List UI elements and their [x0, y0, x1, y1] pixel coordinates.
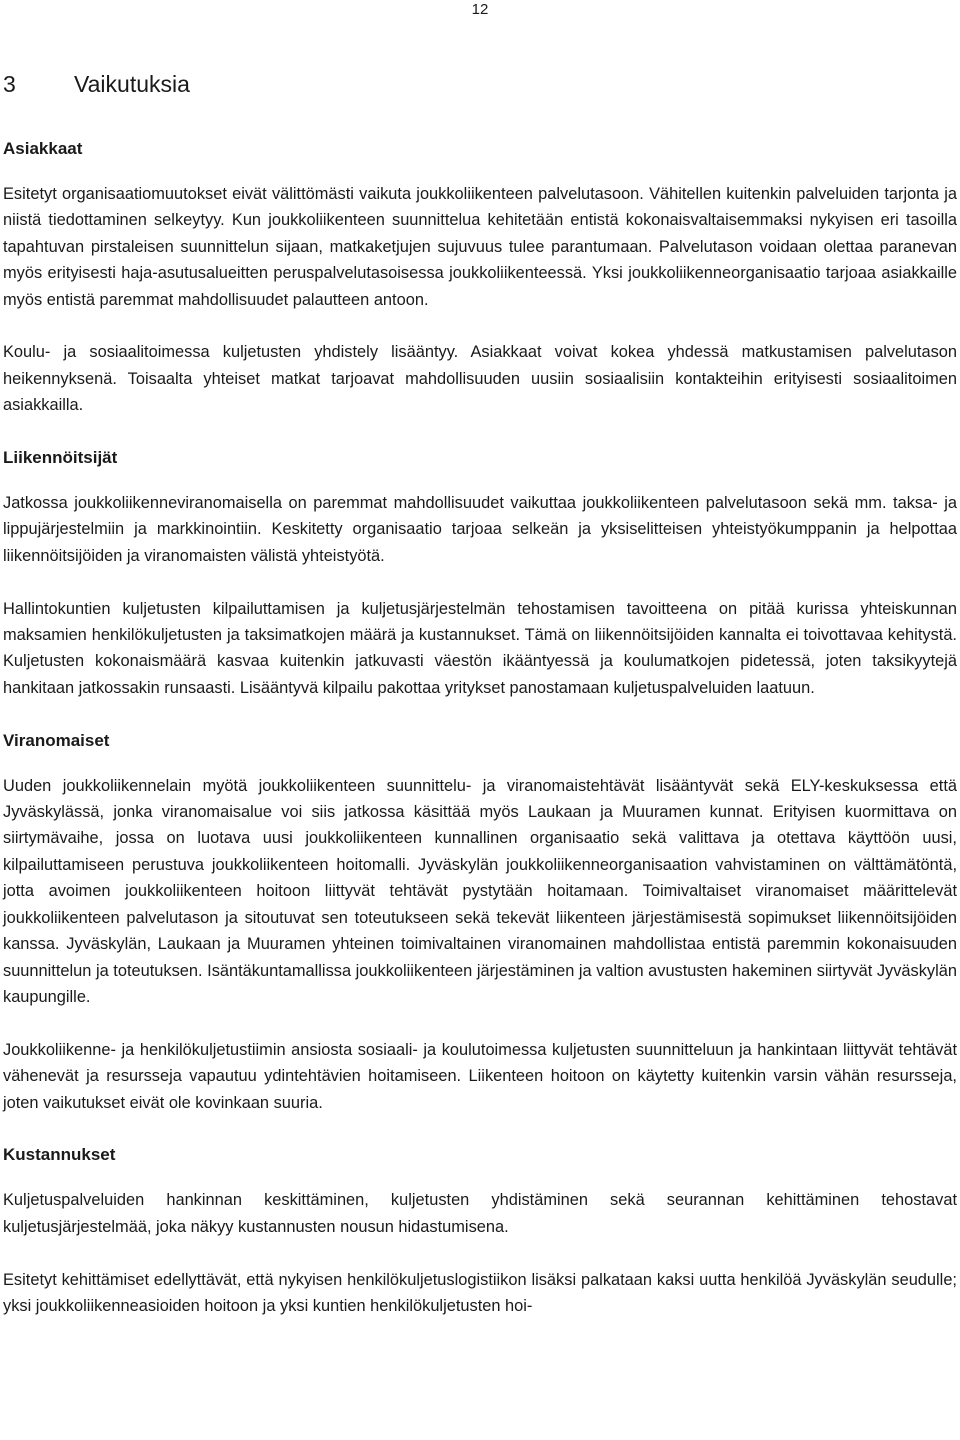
document-body	[3, 136, 957, 1319]
section-heading-liikennoitsijat: Liikennöitsijät	[3, 448, 118, 468]
chapter-heading	[3, 70, 190, 98]
section-heading-viranomaiset: Viranomaiset	[3, 730, 110, 750]
chapter-number: 3	[3, 71, 16, 97]
paragraph: Uuden joukkoliikennelain myötä joukkoliikenteen suunnittelu- ja viranomaistehtävät lisääntyvät sekä ELY-keskuksessa että Jyväskylässä, jonka viranomaisalue voi siis jatkossa käsittää myös Laukaan ja Muuramen kunnat. Erityisen kuormittava on siirtymävaihe, jossa on luotava uusi joukkoliikenteen kunnallinen organisaatio sekä valittava ja otettava käyttöön uusi, kilpailuttamiseen perustuva joukkoliikenteen hoitomalli. Jyväskylän joukkoliikenneorganisaation vahvistaminen on välttämätöntä, jotta avoimen joukkoliikenteen hoitoon liittyvät tehtävät pystytään hoitamaan. Toimivaltaiset viranomaiset määrittelevät joukkoliikenteen palvelutason ja sitoutuvat sen toteutukseen sekä tekevät liikenteen järjestämisestä sopimukset liikennöitsijöiden kanssa. Jyväskylän, Laukaan ja Muuramen yhteinen toimivaltainen viranomainen mahdollistaa entistä paremmin kokonaisuuden suunnittelun ja toteutuksen. Isäntäkuntamallissa joukkoliikenteen järjestäminen ja valtion avustusten hakeminen siirtyvät Jyväskylän kaupungille.	[3, 776, 957, 1006]
section-heading-kustannukset: Kustannukset	[3, 1145, 116, 1165]
paragraph: Hallintokuntien kuljetusten kilpailuttamisen ja kuljetusjärjestelmän tehostamisen tavoitteena on pitää kurissa yhteiskunnan maksamien henkilökuljetusten ja taksimatkojen määrä ja kustannukset. Tämä on liikennöitsijöiden kannalta ei toivottavaa kehitystä. Kuljetusten kokonaismäärä kasvaa kuitenkin jatkuvasti väestön ikääntyessä ja koulumatkojen pidetessä, joten taksikyytejä hankitaan jatkossakin runsaasti. Lisääntyvä kilpailu pakottaa yritykset panostamaan kuljetuspalveluiden laatuun.	[3, 599, 957, 697]
paragraph: Kuljetuspalveluiden hankinnan keskittäminen, kuljetusten yhdistäminen sekä seurannan kehittäminen tehostavat kuljetusjärjestelmää, joka näkyy kustannusten nousun hidastumisena.	[3, 1191, 957, 1236]
section-heading-asiakkaat: Asiakkaat	[3, 139, 83, 158]
paragraph: Jatkossa joukkoliikenneviranomaisella on paremmat mahdollisuudet vaikuttaa joukkoliikenteen palvelutasoon sekä mm. taksa- ja lippujärjestelmiin ja markkinointiin. Keskitetty organisaatio tarjoaa selkeän ja yksiselitteisen yhteistyökumppanin ja helpottaa liikennöitsijöiden ja viranomaisten välistä yhteistyötä.	[3, 494, 957, 565]
paragraph: Koulu- ja sosiaalitoimessa kuljetusten yhdistely lisääntyy. Asiakkaat voivat kokea yhdessä matkustamisen palvelutason heikennyksenä. Toisaalta yhteiset matkat tarjoavat mahdollisuuden uusiin sosiaalisiin kontakteihin erityisesti sosiaalitoimen asiakkailla.	[3, 343, 957, 415]
paragraph: Joukkoliikenne- ja henkilökuljetustiimin ansiosta sosiaali- ja koulutoimessa kuljetusten suunnitteluun ja hankintaan liittyvät tehtävät vähenevät ja resursseja vapautuu ydintehtävien hoitamiseen. Liikenteen hoitoon on käytetty kuitenkin varsin vähän resursseja, joten vaikutukset eivät ole kovinkaan suuria.	[3, 1040, 957, 1112]
paragraph: Esitetyt kehittämiset edellyttävät, että nykyisen henkilökuljetuslogistiikon lisäksi palkataan kaksi uutta henkilöä Jyväskylän seudulle; yksi joukkoliikenneasioiden hoitoon ja yksi kuntien henkilökuljetusten hoi-	[3, 1270, 957, 1315]
paragraph: Esitetyt organisaatiomuutokset eivät välittömästi vaikuta joukkoliikenteen palvelutasoon. Vähitellen kuitenkin palveluiden tarjonta ja niistä tiedottaminen selkeytyy. Kun joukkoliikenteen suunnittelua kehitetään entistä kokonaisvaltaisemmaksi nykyisen eri tasoilla tapahtuvan pirstaleisen suunnittelun sijaan, matkaketjujen sujuvuus tulee parantumaan. Palvelutason voidaan olettaa paranevan myös erityisesti haja-asutusalueitten peruspalvelutasoisessa joukkoliikenteessä. Yksi joukkoliikenneorganisaatio tarjoaa asiakkaille myös entistä paremmat mahdollisuudet palautteen antoon.	[3, 185, 957, 309]
chapter-title: Vaikutuksia	[74, 71, 190, 97]
page-number: 12	[471, 1, 489, 18]
